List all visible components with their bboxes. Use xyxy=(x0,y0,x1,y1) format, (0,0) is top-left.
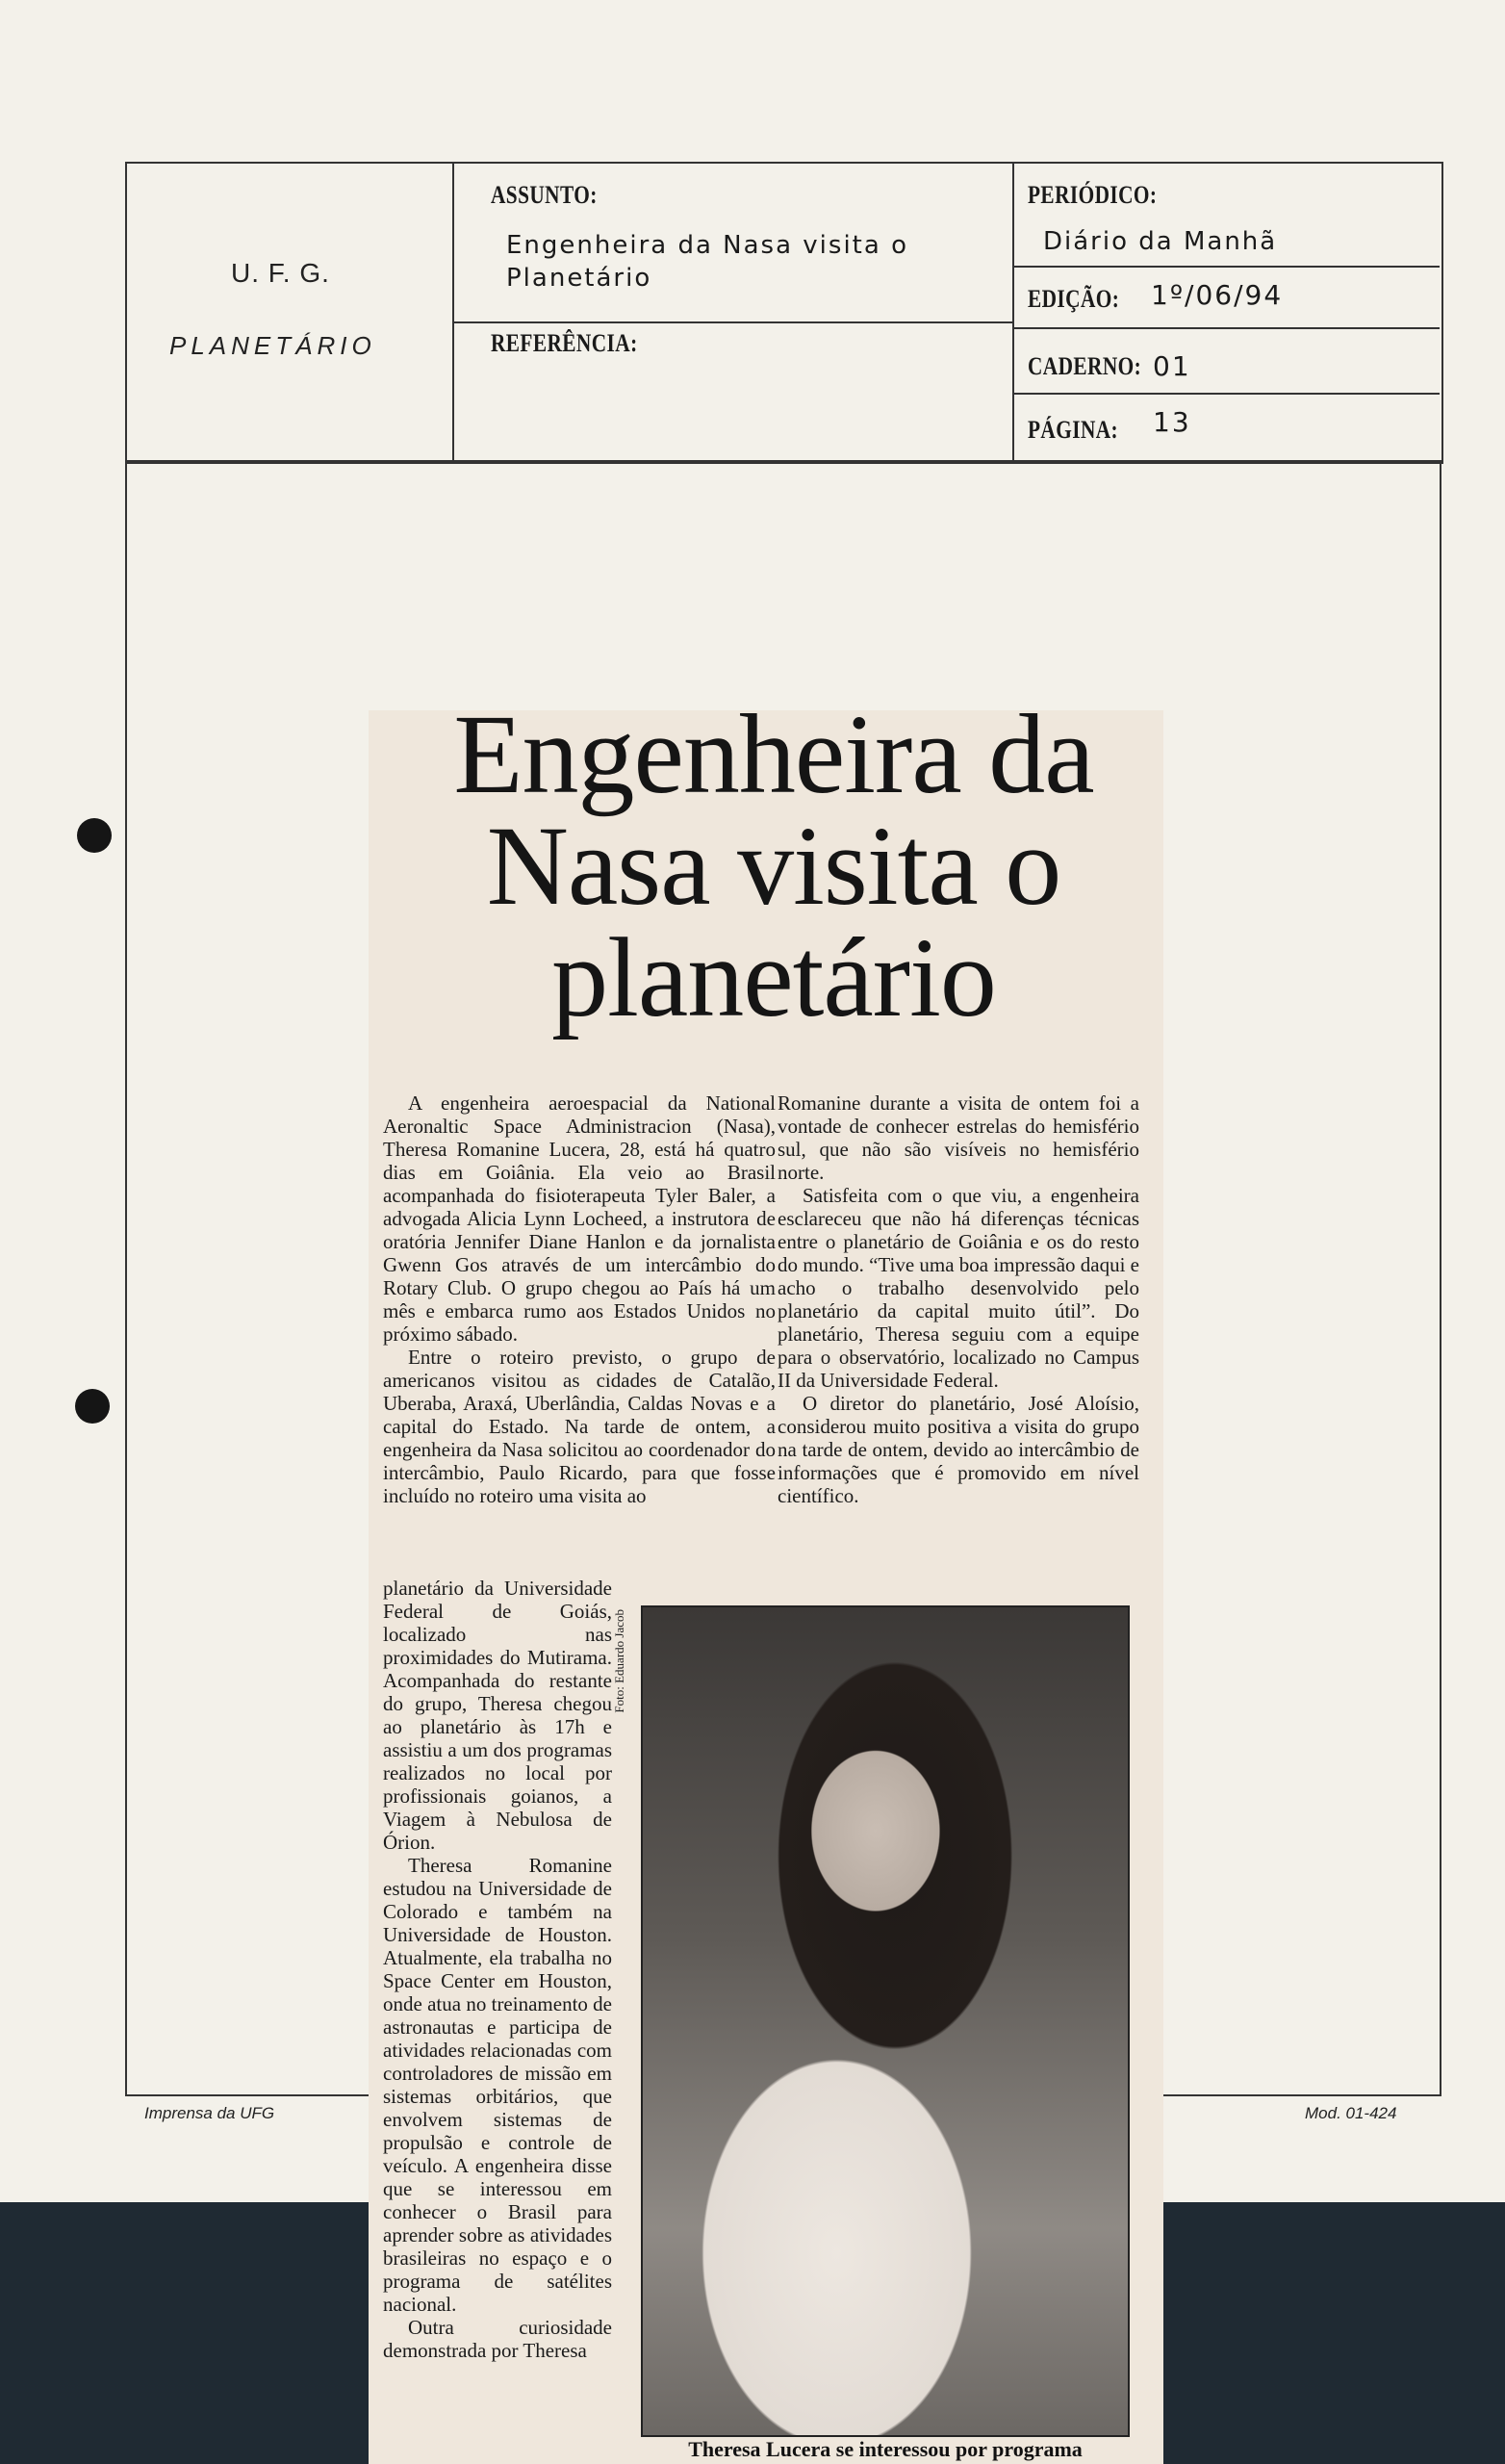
article-column-2 xyxy=(778,1091,1139,1507)
paragraph: O diretor do planetário, José Aloísio, considerou muito positiva a visita do grupo na tarde de ontem, devido ao intercâmbio de informações que é promovido em nível científico. xyxy=(778,1392,1139,1507)
periodico-value: Diário da Manhã xyxy=(1043,227,1278,256)
paragraph: A engenheira aeroespacial da National Aeronaltic Space Administracion (Nasa), Theresa Romanine Lucera, 28, está há quatro dias em Goiânia. Ela veio ao Brasil acompanhada do fisioterapeuta Tyler Baler, a advogada Alicia Lynn Locheed, a instrutora de oratória Jennifer Diane Hanlon e da jornalista Gwenn Gos através de um intercâmbio do Rotary Club. O grupo chegou ao País há um mês e embarca rumo aos Estados Unidos no próximo sábado. xyxy=(383,1091,776,1346)
caderno-value: 01 xyxy=(1153,350,1191,382)
article-column-1-narrow xyxy=(383,1577,612,2362)
header-form xyxy=(125,162,1443,464)
paragraph: Romanine durante a visita de ontem foi a vontade de conhecer estrelas do hemisfério sul, que não são visíveis no hemisfério norte. xyxy=(778,1091,1139,1184)
paragraph: Theresa Romanine estudou na Universidade de Colorado e também na Universidade de Houston. Atualmente, ela trabalha no Space Center em Houston, onde atua no treinamento de astronautas e participa de atividades relacionadas com controladores de missão em sistemas orbitários, que envolvem sistemas de propulsão e controle de veículo. A engenheira disse que se interessou em conhecer o Brasil para aprender sobre as atividades brasileiras no espaço e o programa de satélites nacional. xyxy=(383,1854,612,2316)
article-column-1 xyxy=(383,1091,776,1507)
paragraph: planetário da Universidade Federal de Goiás, localizado nas proximidades do Mutirama. Acompanhada do restante do grupo, Theresa chegou ao planetário às 17h e assistiu a um dos programas realizados no local por profissionais goianos, a Viagem à Nebulosa de Órion. xyxy=(383,1577,612,1854)
pagina-label: PÁGINA: xyxy=(1028,416,1119,444)
assunto-label: ASSUNTO: xyxy=(491,181,598,209)
footer-right: Mod. 01-424 xyxy=(1305,2104,1397,2122)
form-border-right xyxy=(1440,460,1441,2096)
form-divider xyxy=(1012,266,1440,268)
org-name: U. F. G. xyxy=(231,258,330,288)
caderno-label: CADERNO: xyxy=(1028,352,1142,380)
photo-caption: Theresa Lucera se interessou por programa xyxy=(688,2437,1083,2461)
edicao-label: EDIÇÃO: xyxy=(1028,285,1120,313)
form-divider xyxy=(452,162,454,460)
article-headline: Engenheira da Nasa visita o planetário xyxy=(453,691,1094,1040)
footer-left: Imprensa da UFG xyxy=(144,2104,275,2122)
form-divider xyxy=(125,460,1441,462)
dept-name: PLANETÁRIO xyxy=(169,331,376,360)
paragraph: Outra curiosidade demonstrada por Theresa xyxy=(383,2316,612,2362)
form-divider xyxy=(1012,393,1440,395)
binder-hole xyxy=(75,1389,110,1424)
form-divider xyxy=(1012,162,1014,460)
form-divider xyxy=(452,321,1012,323)
edicao-value: 1º/06/94 xyxy=(1151,279,1284,311)
photo-credit: Foto: Eduardo Jacob xyxy=(612,1609,626,1713)
paragraph: Satisfeita com o que viu, a engenheira esclareceu que não há diferenças técnicas entre o planetário de Goiânia e os do resto do mundo. “Tive uma boa impressão daqui e acho o trabalho desenvolvido pelo planetário da capital muito útil”. Do planetário, Theresa seguiu com a equipe para o observatório, localizado no Campus II da Universidade Federal. xyxy=(778,1184,1140,1392)
form-divider xyxy=(1012,327,1440,329)
referencia-label: REFERÊNCIA: xyxy=(491,329,638,357)
periodico-label: PERIÓDICO: xyxy=(1028,181,1158,209)
assunto-value: Engenheira da Nasa visita o Planetário xyxy=(506,231,908,293)
form-border-left xyxy=(125,460,127,2096)
article-photo xyxy=(641,1605,1130,2437)
paragraph: Entre o roteiro previsto, o grupo de americanos visitou as cidades de Catalão, Uberaba, Araxá, Uberlândia, Caldas Novas e a capital do Estado. Na tarde de ontem, a engenheira da Nasa solicitou ao coordenador do intercâmbio, Paulo Ricardo, para que fosse incluído no roteiro uma visita ao xyxy=(383,1346,776,1507)
binder-hole xyxy=(77,818,112,853)
pagina-value: 13 xyxy=(1153,406,1191,438)
